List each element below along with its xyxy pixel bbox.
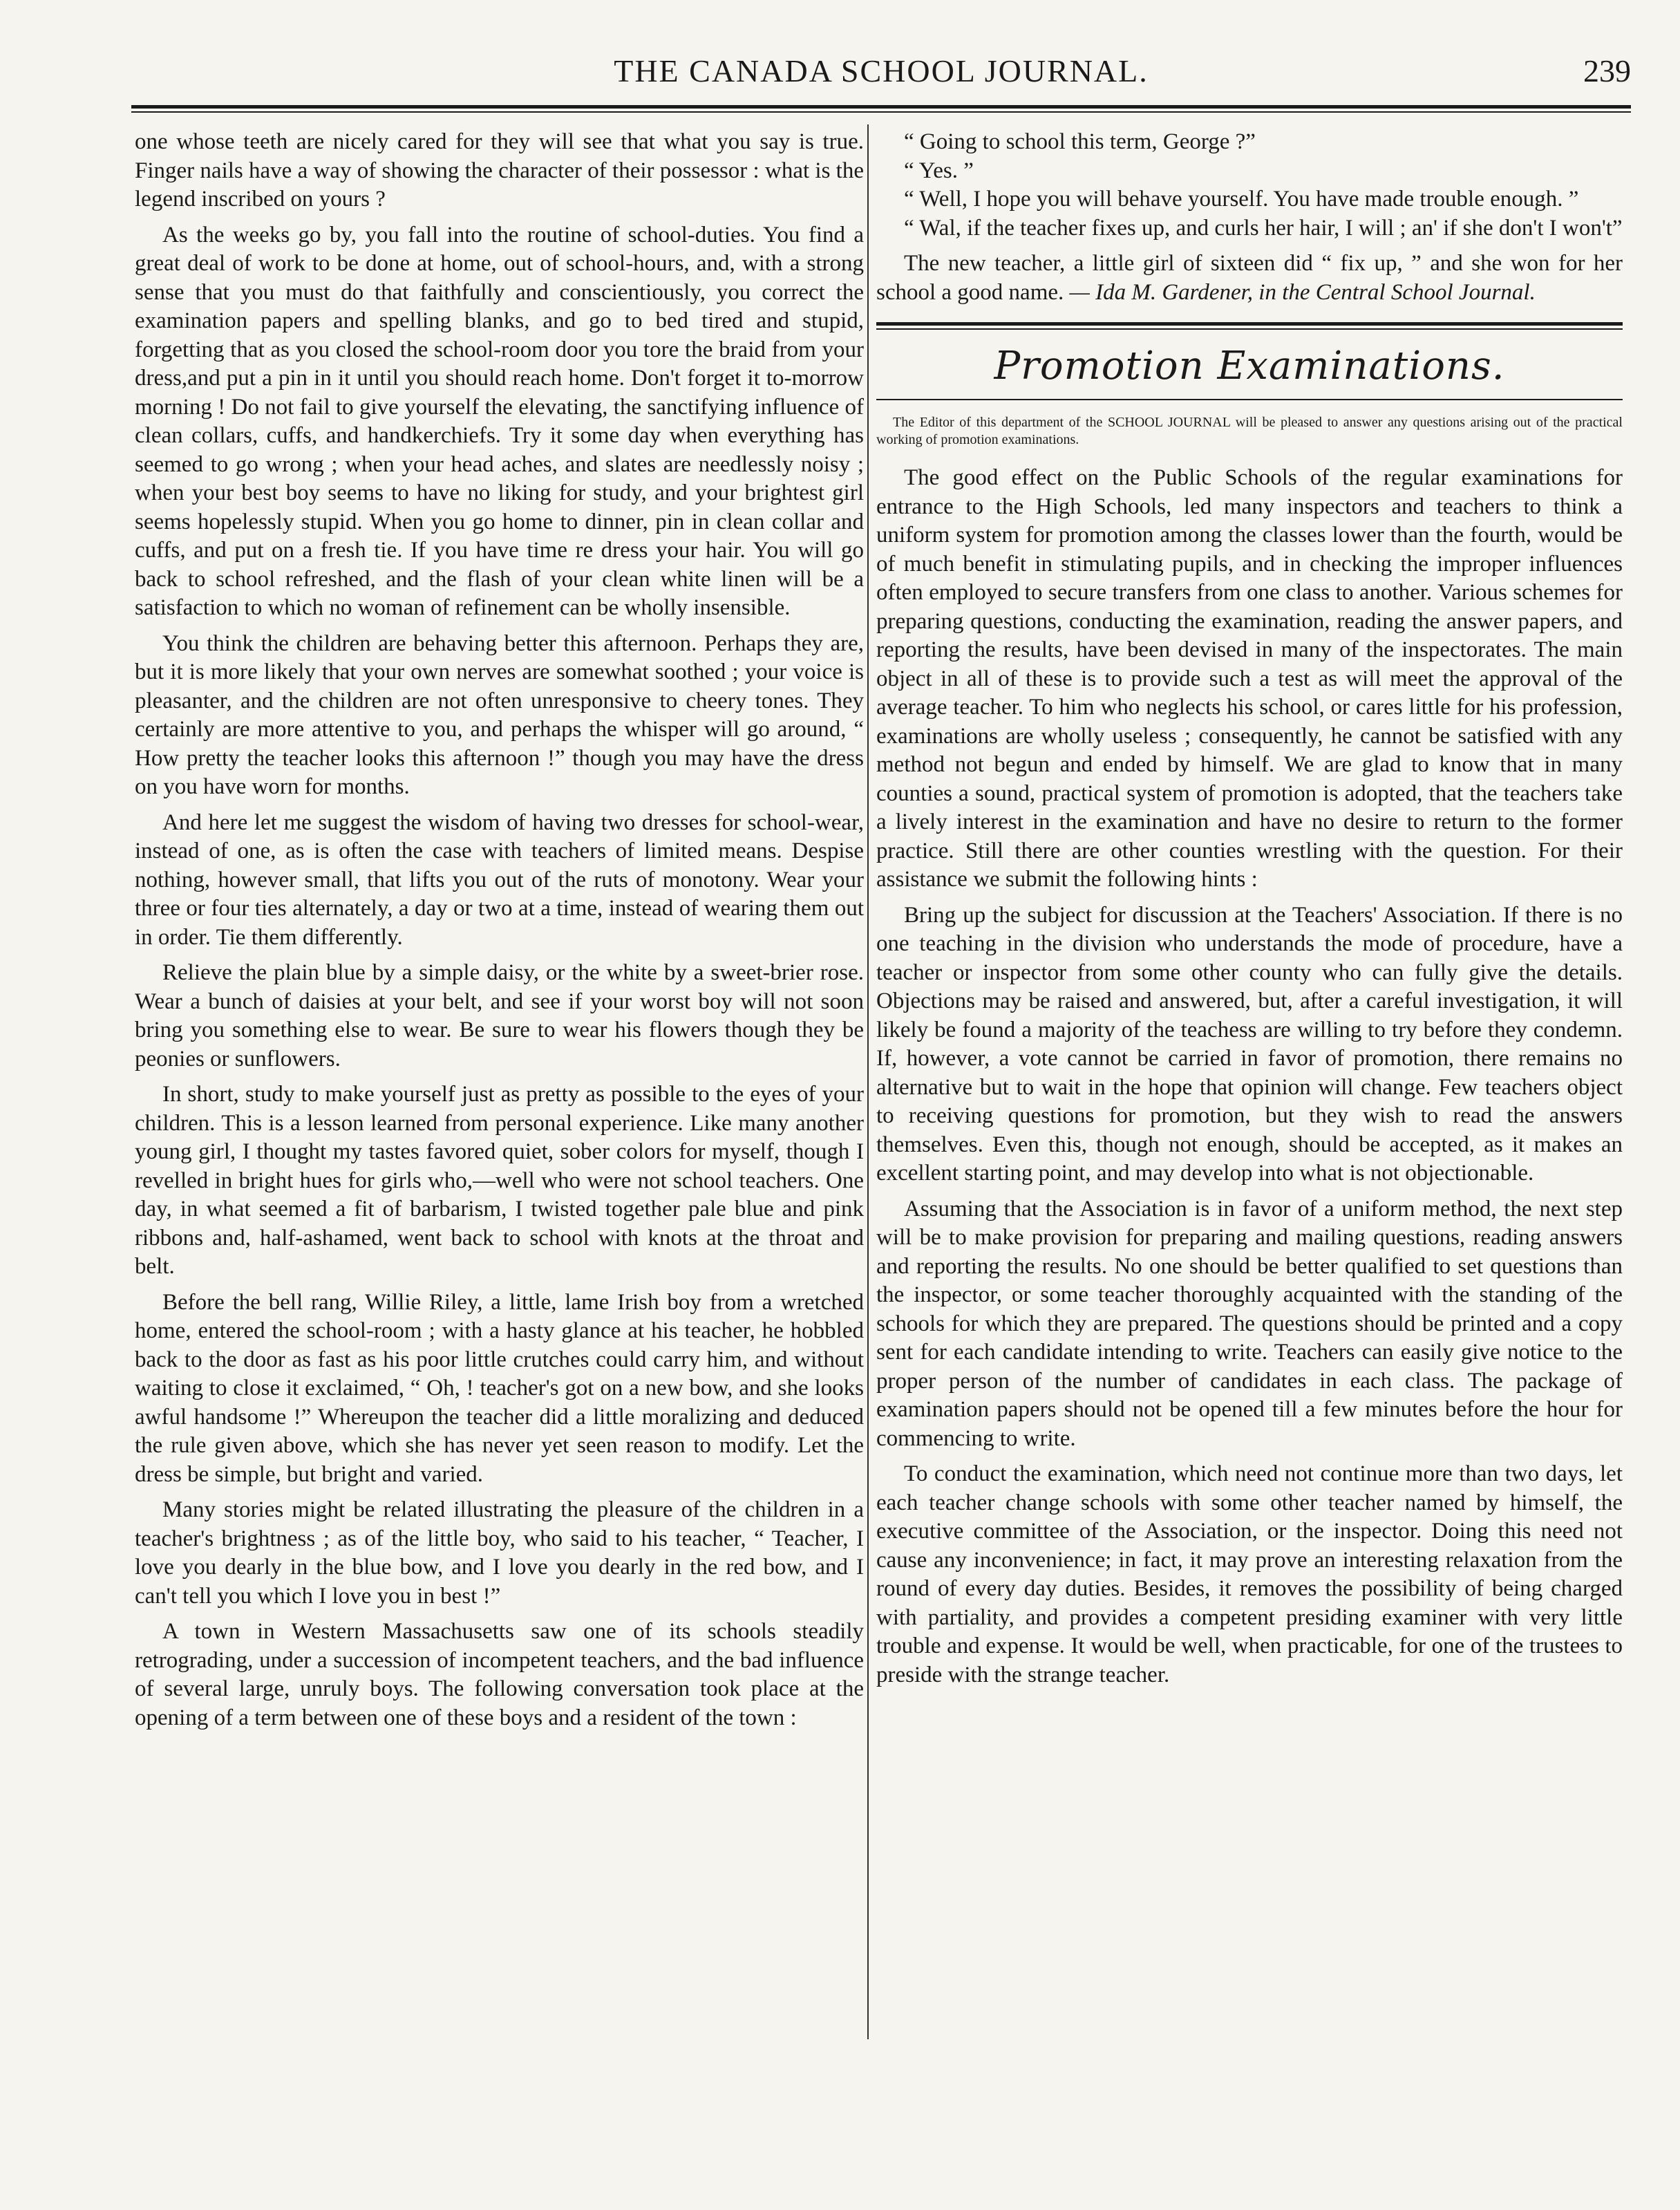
- header-rule: [131, 105, 1631, 109]
- signature: — Ida M. Gardener, in the Central School Journal.: [1069, 279, 1536, 305]
- dialogue-line: “ Yes. ”: [904, 158, 974, 183]
- section-heading: Promotion Examinations.: [994, 344, 1505, 388]
- header-rule-thin: [131, 111, 1631, 113]
- paragraph: The good effect on the Public Schools of the regular examinations for entrance to the High Schools, led many inspectors and teachers to think a uniform system for promotion among the classes lower than the fourth, would be of much benefit in stimulating pupils, and in checking the improper influences often employed to secure transfers from one class to another. Various schemes for preparing questions, conducting the examination, reading the answer papers, and reporting the results, have been devised in many of the inspectorates. The main object in all of these is to provide such a test as will meet the approval of the average teacher. To him who neglects his school, or cares little for his profession, examinations are wholly useless ; consequently, he cannot be satisfied with any method not begun and ended by himself. We are glad to know that in many counties a sound, practical system of promotion is adopted, that the teachers take a lively interest in the examination and have no desire to return to the former practice. Still there are other counties wrestling with the question. For their assistance we submit the following hints :: [876, 465, 1623, 892]
- dialogue-line: “ Well, I hope you will behave yourself. You have made trouble enough. ”: [904, 187, 1579, 212]
- column-divider: [867, 124, 869, 2039]
- paragraph: A town in Western Massachusetts saw one of its schools steadily retrograding, under a succession of incompetent teachers, and the bad influence of several large, unruly boys. The following conversation took place at the opening of a term between one of these boys and a resident of the town :: [135, 1619, 864, 1730]
- paragraph: As the weeks go by, you fall into the routine of school-duties. You find a great deal of work to be done at home, out of school-hours, and, with a strong sense that you must do that faithfully and conscientiously, you correct the examination papers and spelling blanks, and go to bed tired and stupid, forgetting that as you closed the school-room door you tore the braid from your dress,and put a pin in it until you should reach home. Don't forget it to-morrow morning ! Do not fail to give yourself the elevating, the sanctifying influence of clean collars, cuffs, and handkerchiefs. Try it some day when everything has seemed to go wrong ; when your head aches, and slates are needlessly noisy ; when your best boy seems to have no liking for study, and your brightest girl seems hopelessly stupid. When you go home to dinner, pin in clean collar and cuffs, and put on a fresh tie. If you have time re dress your hair. You will go back to school refreshed, and the flash of your clean white linen will be a satisfaction to which no woman of refinement can be wholly insensible.: [135, 222, 864, 620]
- journal-title: THE CANADA SCHOOL JOURNAL.: [614, 53, 1149, 88]
- paragraph: Before the bell rang, Willie Riley, a little, lame Irish boy from a wretched home, entered the school-room ; with a hasty glance at his teacher, he hobbled back to the door as fast as his poor little crutches could carry him, and without waiting to close it exclaimed, “ Oh, ! teacher's got on a new bow, and she looks awful handsome !” Whereupon the teacher did a little moralizing and deduced the rule given above, which she has never yet seen reason to modify. Let the dress be simple, but bright and varied.: [135, 1289, 864, 1487]
- editor-note: The Editor of this department of the SCHOOL JOURNAL will be pleased to answer any questions arising out of the practical working of promotion examinations.: [876, 415, 1623, 447]
- left-column: [135, 128, 864, 1739]
- paragraph: Relieve the plain blue by a simple daisy, or the white by a sweet-brier rose. Wear a bunch of daisies at your belt, and see if your worst boy will not soon bring you something else to wear. Be sure to wear his flowers though they be peonies or sunflowers.: [135, 960, 864, 1071]
- paragraph: Many stories might be related illustrating the pleasure of the children in a teacher's brightness ; as of the little boy, who said to his teacher, “ Teacher, I love you dearly in the blue bow, and I love you dearly in the red bow, and I can't tell you which I love you in best !”: [135, 1497, 864, 1609]
- heading-rule: [876, 399, 1623, 400]
- dialogue-line: “ Wal, if the teacher fixes up, and curls her hair, I will ; an' if she don't I won't”: [904, 215, 1623, 241]
- paragraph: Assuming that the Association is in favor of a uniform method, the next step will be to make provision for preparing and mailing questions, reading answers and reporting the results. No one should be better qualified to set questions than the inspector, or some teacher thoroughly acquainted with the standing of the schools for which they are prepared. The questions should be printed and a copy sent for each candidate intending to write. Teachers can easily give notice to the proper person of the number of candidates in each class. The package of examination papers should not be opened till a few minutes before the hour for commencing to write.: [876, 1196, 1623, 1451]
- right-column: [876, 128, 1623, 1696]
- paragraph: In short, study to make yourself just as pretty as possible to the eyes of your children. This is a lesson learned from personal experience. Like many another young girl, I thought my tastes favored quiet, sober colors for myself, though I revelled in bright hues for girls who,—well who were not school teachers. One day, in what seemed a fit of barbarism, I twisted together pale blue and pink ribbons and, half-ashamed, went back to school with knots at the throat and belt.: [135, 1082, 864, 1279]
- paragraph: And here let me suggest the wisdom of having two dresses for school-wear, instead of one, as is often the case with teachers of limited means. Despise nothing, however small, that lifts you out of the ruts of monotony. Wear your three or four ties alternately, a day or two at a time, instead of wearing them out in order. Tie them differently.: [135, 809, 864, 950]
- dialogue-line: “ Going to school this term, George ?”: [904, 129, 1256, 154]
- page-number: 239: [1583, 53, 1631, 88]
- paragraph: You think the children are behaving better this afternoon. Perhaps they are, but it is more likely that your own nerves are somewhat soothed ; your voice is pleasanter, and the children are not often unresponsive to cheery tones. They certainly are more attentive to you, and perhaps the whisper will go around, “ How pretty the teacher looks this afternoon !” though you may have the dress on you have worn for months.: [135, 630, 864, 799]
- paragraph: Bring up the subject for discussion at the Teachers' Association. If there is no one teaching in the division who understands the mode of procedure, have a teacher or inspector from some other county who can fully give the details. Objections may be raised and answered, but, after a careful investigation, it will likely be found a majority of the teachess are willing to try before they condemn. If, however, a vote cannot be carried in favor of promotion, there remains no alternative but to wait in the hope that opinion will change. Few teachers object to receiving questions for promotion, but they wish to read the answers themselves. Even this, though not enough, should be accepted, as it makes an excellent starting point, and may develop into what is not objectionable.: [876, 902, 1623, 1186]
- closing-text: The new teacher, a little girl of sixteen did “ fix up, ” and she won for her school a good name.: [876, 251, 1623, 305]
- running-head: [131, 48, 1631, 97]
- paragraph: To conduct the examination, which need not continue more than two days, let each teacher change schools with some other teacher named by himself, the executive committee of the Association, or the inspector. Doing this need not cause any inconvenience; in fact, it may prove an interesting relaxation from the round of every day duties. Besides, it removes the possibility of being charged with partiality, and provides a competent presiding examiner with very little trouble and expense. It would be well, when practicable, for one of the trustees to preside with the strange teacher.: [876, 1461, 1623, 1687]
- section-rule: [876, 322, 1623, 326]
- section-rule-thin: [876, 328, 1623, 330]
- paragraph: one whose teeth are nicely cared for they will see that what you say is true. Finger nails have a way of showing the character of their possessor : what is the legend inscribed on yours ?: [135, 129, 864, 212]
- closing-paragraph: [876, 250, 1623, 307]
